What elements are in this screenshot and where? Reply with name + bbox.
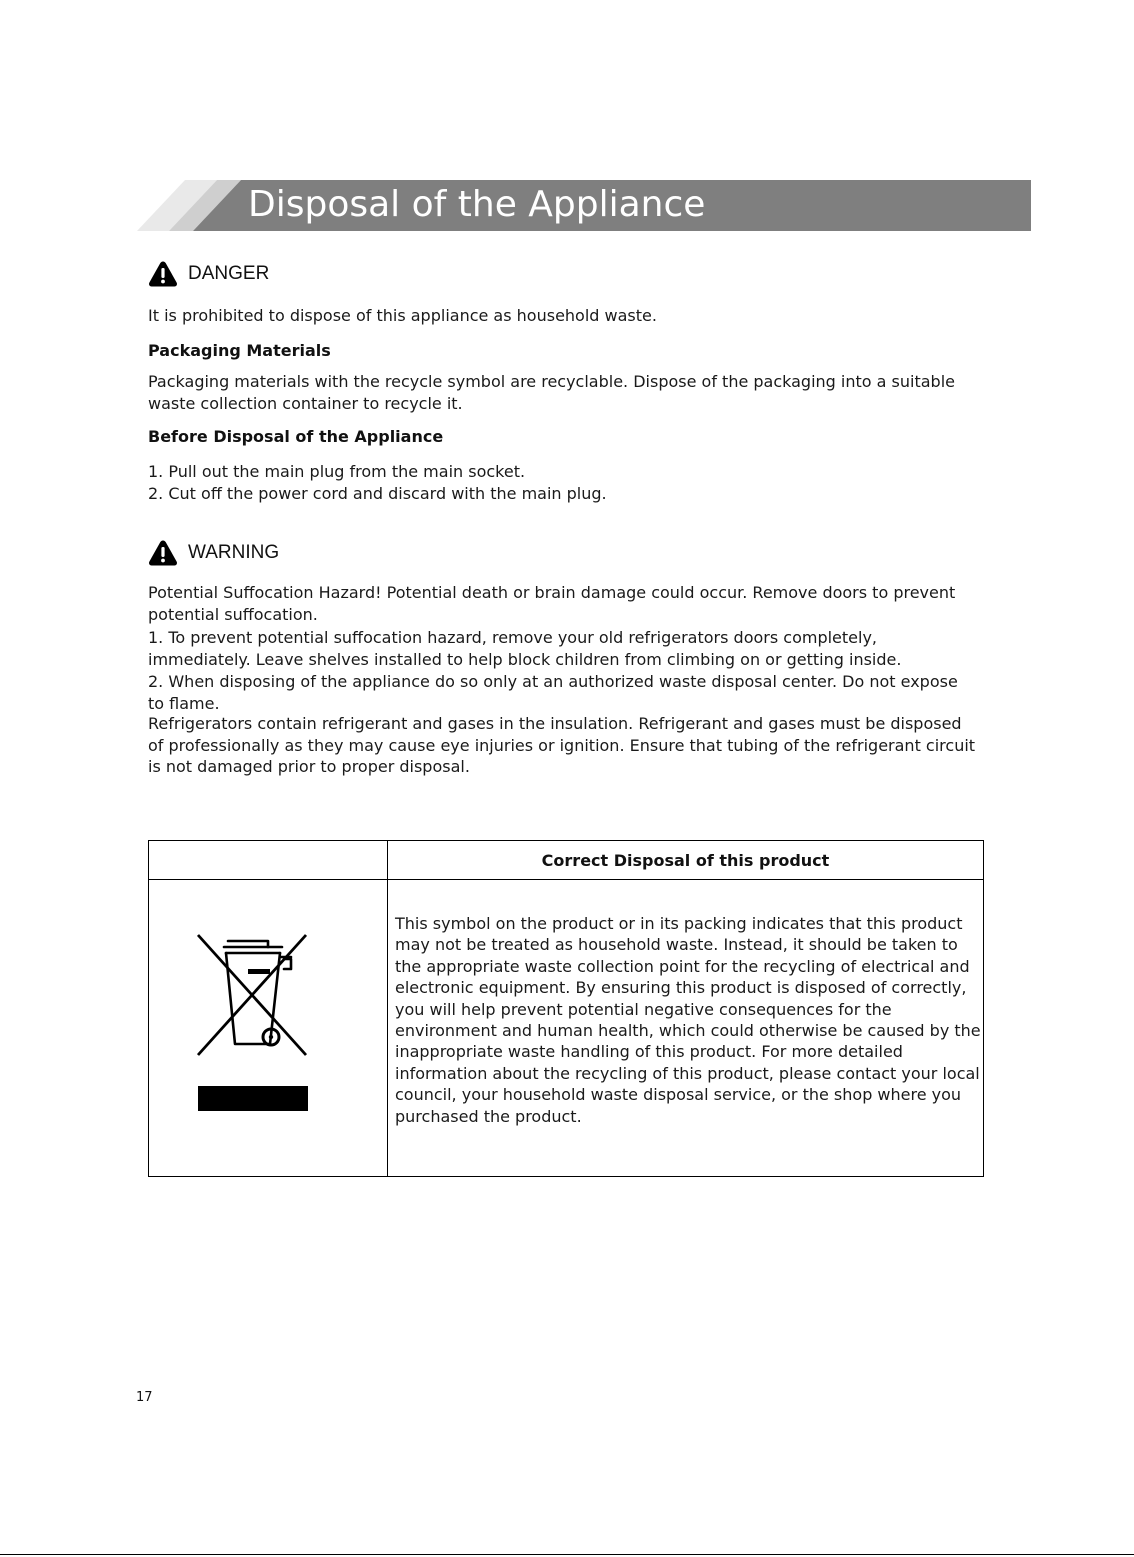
warning-item-2: 2. When disposing of the appliance do so only at an authorized waste disposal center. Do not expose to flame. <box>148 672 958 713</box>
section-header-banner <box>137 180 1031 231</box>
packaging-text: Packaging materials with the recycle symbol are recyclable. Dispose of the packaging into a suitable waste collection container to recycle it. <box>148 372 955 413</box>
packaging-heading: Packaging Materials <box>148 341 331 360</box>
table-header: Correct Disposal of this product <box>541 850 830 870</box>
danger-text: It is prohibited to dispose of this appliance as household waste. <box>148 306 657 325</box>
before-disposal-step-1: 1. Pull out the main plug from the main socket. <box>148 462 526 481</box>
crossed-out-wheelie-bin-icon <box>196 933 308 1118</box>
disposal-description: This symbol on the product or in its packing indicates that this product may not be treated as household waste. Instead, it should be taken to the appropriate waste collection point for the recycling of electrical and electronic equipment. By ensuring this product is disposed of correctly, you will help prevent potential negative consequences for the environment and human health, which could otherwise be caused by the inappropriate waste handling of this product. For more detailed information about the recycling of this product, please contact your local council, your household waste disposal service, or the shop where you purchased the product. <box>395 914 981 1126</box>
warning-triangle-icon <box>148 260 178 288</box>
table-column-divider <box>387 841 388 1176</box>
warning-triangle-icon <box>148 539 178 567</box>
danger-label: DANGER <box>188 263 270 284</box>
warning-item-1: 1. To prevent potential suffocation hazard, remove your old refrigerators doors completely, immediately. Leave shelves installed to help block children from climbing on or getting inside. <box>148 628 902 669</box>
table-row-divider <box>149 879 983 880</box>
warning-label: WARNING <box>188 542 280 563</box>
warning-item-3: Refrigerators contain refrigerant and gases in the insulation. Refrigerant and gases must be disposed of professionally as they may cause eye injuries or ignition. Ensure that tubing of the refrigerant circuit is not damaged prior to proper disposal. <box>148 714 976 776</box>
before-disposal-step-2: 2. Cut off the power cord and discard with the main plug. <box>148 484 607 503</box>
warning-intro: Potential Suffocation Hazard! Potential death or brain damage could occur. Remove doors to prevent potential suffocation. <box>148 583 956 624</box>
before-disposal-heading: Before Disposal of the Appliance <box>148 427 444 446</box>
page-number: 17 <box>136 1390 153 1405</box>
warning-alert <box>148 539 279 567</box>
bottom-rule <box>0 1554 1134 1555</box>
page-title: Disposal of the Appliance <box>248 184 706 225</box>
disposal-table <box>148 840 984 1177</box>
danger-alert <box>148 260 269 288</box>
